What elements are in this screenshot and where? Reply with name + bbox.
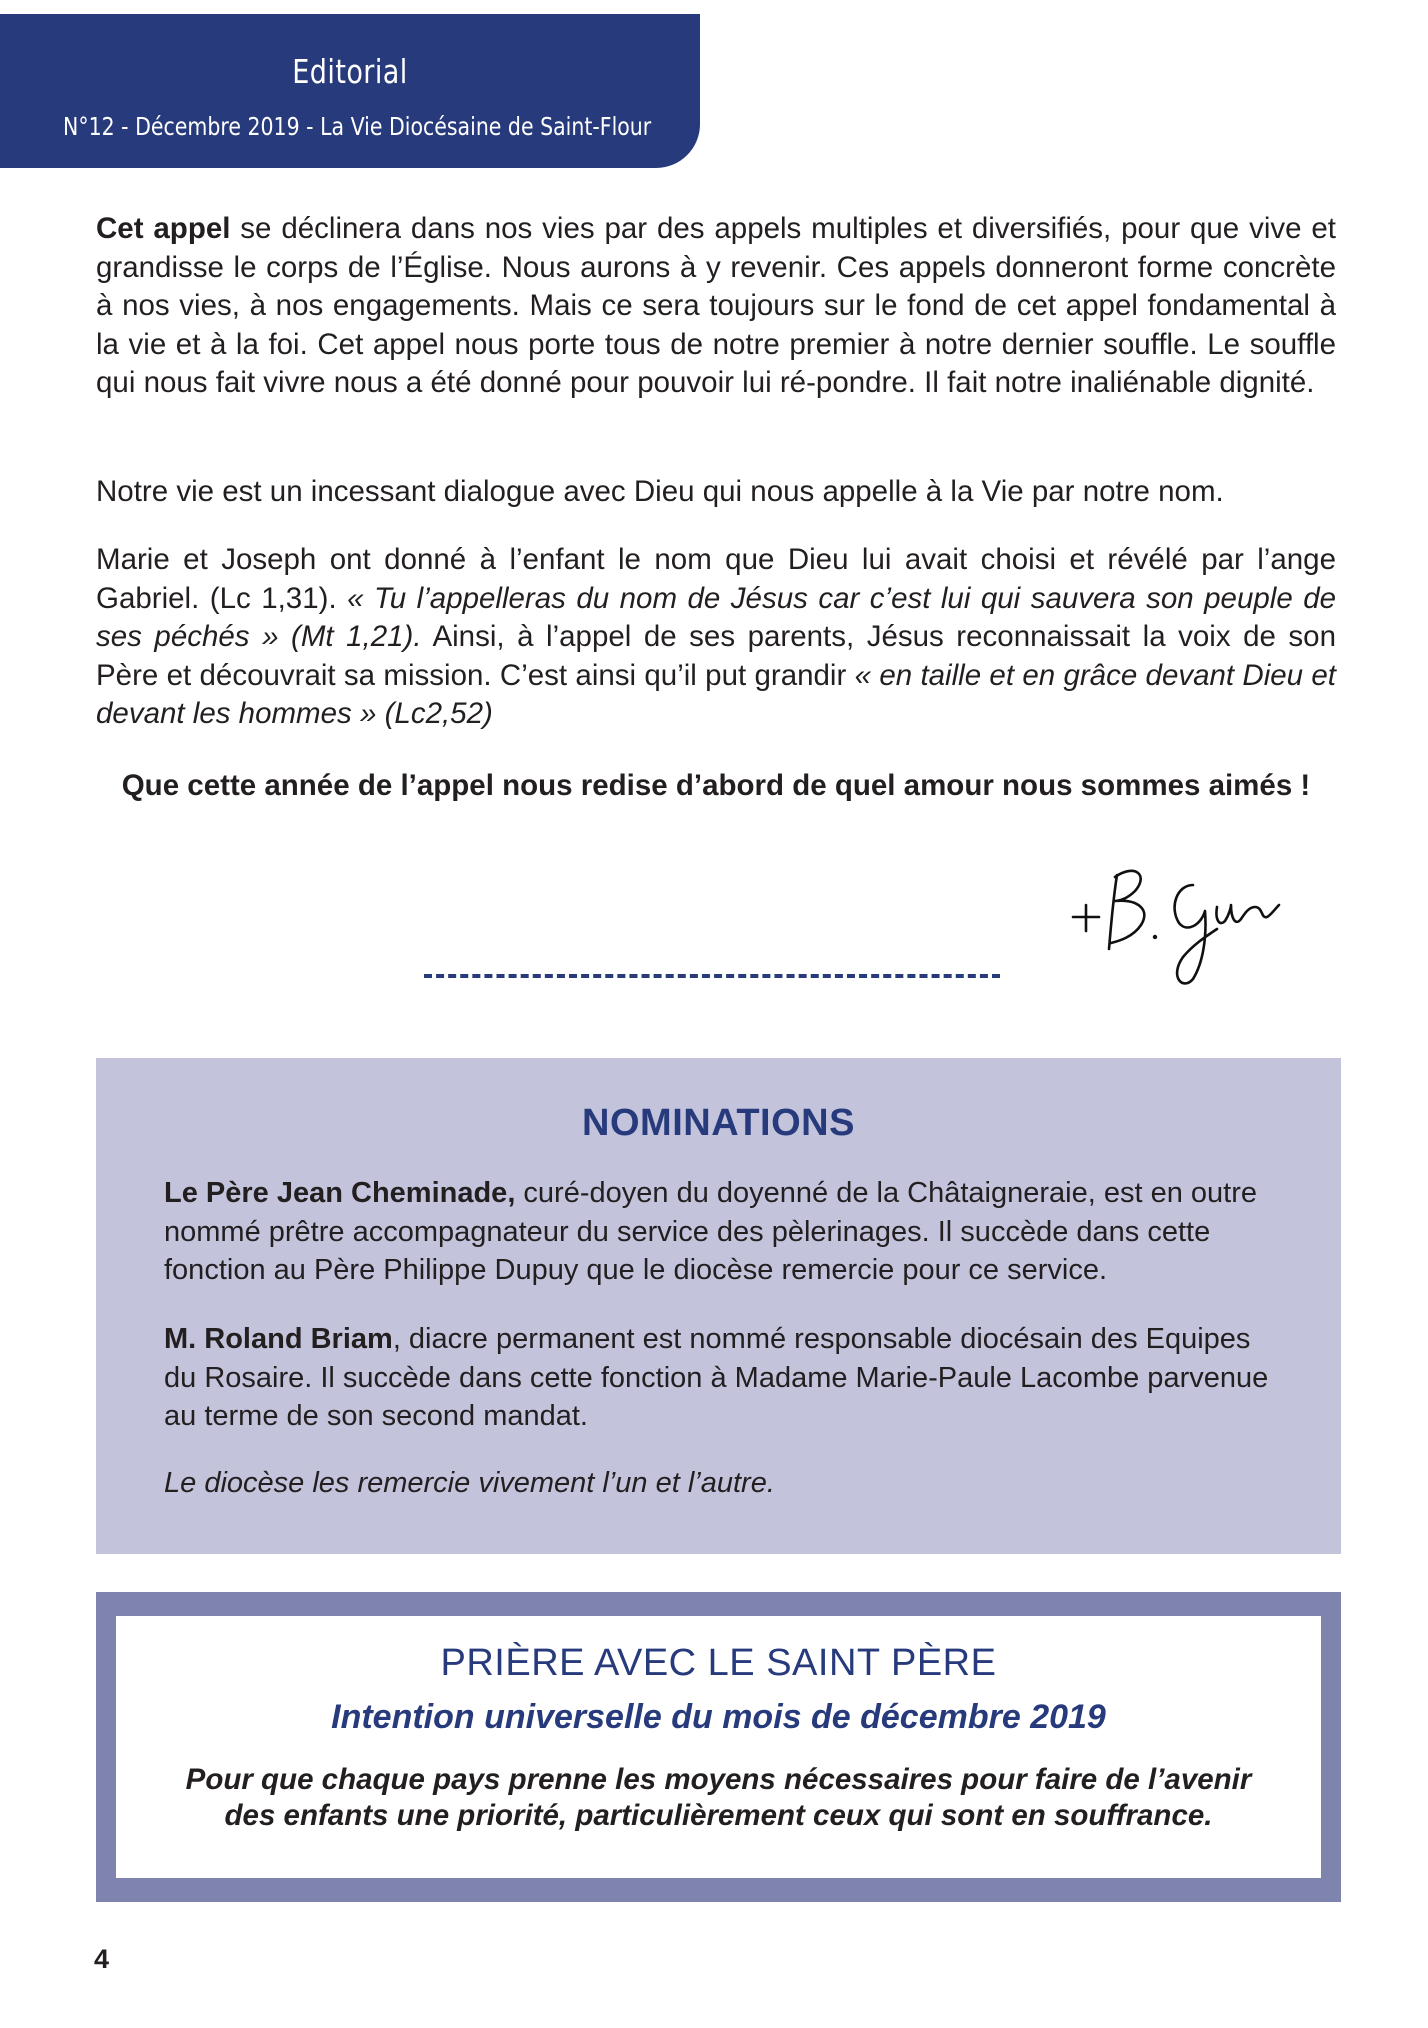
nominations-closing: Le diocèse les remercie vivement l’un et l’autre. <box>164 1467 775 1499</box>
page-header <box>0 14 700 168</box>
bible-quote: « Tu l’appelleras du nom de Jésus car c’est lui qui sauvera son peuple de ses péchés » (Mt 1,21). <box>96 581 1337 653</box>
nominee-name: Le Père Jean Cheminade, <box>164 1177 516 1209</box>
editorial-paragraph-3 <box>96 541 1336 734</box>
prayer-intention <box>156 1762 1281 1834</box>
editorial-paragraph-1 <box>96 210 1336 403</box>
nominations-heading: NOMINATIONS <box>582 1102 855 1144</box>
paragraph-text: Ainsi, à l’appel de ses parents, Jésus reconnaissait la voix de son Père et découvrait sa mission. C’est ainsi qu’il put grandir <box>96 620 1336 692</box>
paragraph-lead: Cet appel <box>96 212 231 245</box>
bible-quote: « en taille et en grâce devant Dieu et devant les hommes » (Lc2,52) <box>96 658 1336 730</box>
page-number: 4 <box>94 1944 110 1974</box>
nomination-item <box>164 1174 1284 1290</box>
issue-subtitle: N°12 - Décembre 2019 - La Vie Diocésaine de Saint-Flour <box>63 112 652 141</box>
nomination-text: , diacre permanent est nommé responsable diocésain des Equipes du Rosaire. Il succède dans cette fonction à Madame Marie-Paule Lacombe parvenue au terme de son second mandat. <box>164 1323 1269 1432</box>
prayer-box <box>96 1592 1341 1902</box>
nomination-text: curé-doyen du doyenné de la Châtaigneraie, est en outre nommé prêtre accompagnateur du service des pèlerinages. Il succède dans cette fonction au Père Philippe Dupuy que le diocèse remercie pour ce service. <box>164 1177 1257 1286</box>
nominee-name: M. Roland Briam <box>164 1323 393 1355</box>
editorial-closing: Que cette année de l’appel nous redise d’abord de quel amour nous sommes aimés ! <box>121 769 1311 802</box>
prayer-box-inner <box>116 1616 1321 1878</box>
signature-image <box>1065 845 1285 995</box>
prayer-heading: PRIÈRE AVEC LE SAINT PÈRE <box>440 1642 997 1684</box>
nomination-item <box>164 1320 1284 1436</box>
section-title: Editorial <box>292 52 408 91</box>
nominations-box <box>96 1058 1341 1554</box>
prayer-subheading: Intention universelle du mois de décembre 2019 <box>331 1698 1106 1736</box>
section-divider <box>424 974 1000 978</box>
intention-line: Pour que chaque pays prenne les moyens nécessaires pour faire de l’avenir <box>185 1763 1252 1796</box>
intention-line: des enfants une priorité, particulièrement ceux qui sont en souffrance. <box>224 1799 1213 1832</box>
paragraph-text: Marie et Joseph ont donné à l’enfant le nom que Dieu lui avait choisi et révélé par l’ange Gabriel. (Lc 1,31). <box>96 543 1336 615</box>
editorial-paragraph-2: Notre vie est un incessant dialogue avec Dieu qui nous appelle à la Vie par notre nom. <box>96 475 1224 508</box>
paragraph-text: se déclinera dans nos vies par des appels multiples et diversifiés, pour que vive et grandisse le corps de l’Église. Nous aurons à y revenir. Ces appels donneront forme concrète à nos vies, à nos engagements. Mais ce sera toujours sur le fond de cet appel fondamental à la vie et à la foi. Cet appel nous porte tous de notre premier à notre dernier souffle. Le souffle qui nous fait vivre nous a été donné pour pouvoir lui ré-pondre. Il fait notre inaliénable dignité. <box>96 212 1336 399</box>
